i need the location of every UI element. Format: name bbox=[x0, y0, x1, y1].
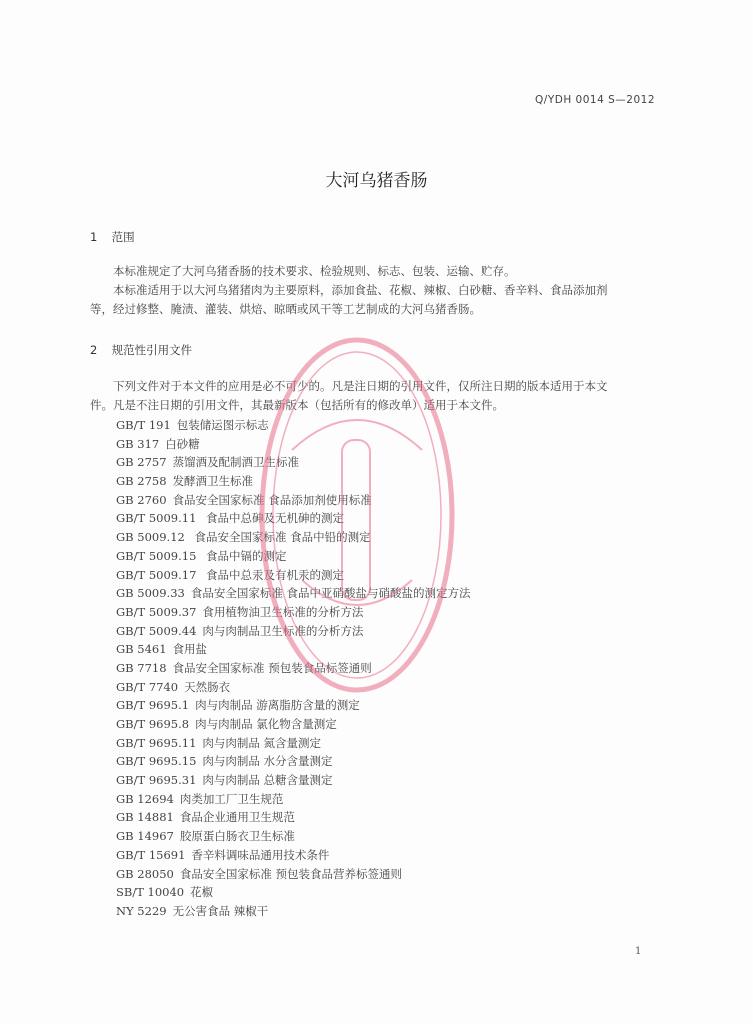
paragraph bbox=[90, 377, 660, 415]
reference-item bbox=[116, 734, 471, 753]
reference-code: GB/T 5009.37 bbox=[116, 604, 197, 619]
section-number: 1 bbox=[90, 230, 98, 244]
reference-code: GB/T 15691 bbox=[116, 847, 186, 862]
section-number: 2 bbox=[90, 343, 98, 357]
reference-item bbox=[116, 528, 471, 547]
reference-code: GB/T 9695.15 bbox=[116, 754, 197, 769]
reference-item bbox=[116, 472, 471, 491]
section-heading-scope bbox=[90, 229, 135, 245]
reference-title: 无公害食品 辣椒干 bbox=[172, 903, 269, 918]
reference-item bbox=[116, 846, 471, 865]
reference-item bbox=[116, 659, 471, 678]
paragraph-line: 本标准规定了大河乌猪香肠的技术要求、检验规则、标志、包装、运输、贮存。 bbox=[113, 264, 516, 278]
reference-item bbox=[116, 865, 471, 884]
reference-title: 食品中总砷及无机砷的测定 bbox=[202, 511, 345, 526]
page-number: 1 bbox=[635, 946, 642, 957]
reference-item bbox=[116, 453, 471, 472]
reference-title: 肉与肉制品 游离脂肪含量的测定 bbox=[195, 698, 360, 713]
reference-code: GB 2760 bbox=[116, 492, 167, 507]
reference-title: 食用植物油卫生标准的分析方法 bbox=[202, 604, 364, 619]
paragraph bbox=[90, 281, 660, 319]
reference-item bbox=[116, 416, 471, 435]
reference-list bbox=[116, 416, 471, 921]
reference-title: 肉类加工厂卫生规范 bbox=[179, 791, 284, 806]
reference-item bbox=[116, 827, 471, 846]
section-title: 范围 bbox=[111, 230, 135, 244]
reference-code: GB/T 191 bbox=[116, 418, 171, 432]
reference-item bbox=[116, 902, 471, 921]
reference-item bbox=[116, 622, 471, 641]
reference-title: 胶原蛋白肠衣卫生标准 bbox=[179, 829, 295, 844]
reference-code: GB 2758 bbox=[116, 474, 167, 489]
reference-title: 食品中总汞及有机汞的测定 bbox=[202, 567, 345, 582]
reference-item bbox=[116, 509, 471, 528]
reference-title: 肉与肉制品卫生标准的分析方法 bbox=[202, 623, 364, 638]
reference-code: GB/T 9695.11 bbox=[116, 735, 197, 750]
reference-code: GB 5009.12 bbox=[116, 530, 185, 545]
reference-item bbox=[116, 771, 471, 790]
reference-code: GB/T 9695.1 bbox=[116, 698, 190, 713]
paragraph-line: 等，经过修整、腌渍、灌装、烘焙、晾晒或风干等工艺制成的大河乌猪香肠。 bbox=[90, 302, 481, 316]
reference-title: 香辛料调味品通用技术条件 bbox=[191, 847, 330, 862]
reference-item bbox=[116, 752, 471, 771]
reference-title: 发酵酒卫生标准 bbox=[172, 474, 254, 489]
reference-title: 食品安全国家标准 预包装食品营养标签通则 bbox=[179, 866, 403, 881]
reference-code: GB 5009.33 bbox=[116, 586, 185, 601]
reference-item bbox=[116, 715, 471, 734]
reference-title: 肉与肉制品 水分含量测定 bbox=[202, 754, 333, 769]
reference-title: 肉与肉制品 氮含量测定 bbox=[202, 735, 322, 750]
reference-title: 天然肠衣 bbox=[184, 679, 231, 694]
reference-code: SB/T 10040 bbox=[116, 885, 185, 900]
reference-title: 食品安全国家标准 食品中铅的测定 bbox=[190, 530, 371, 545]
reference-code: GB 7718 bbox=[116, 660, 167, 675]
reference-item bbox=[116, 491, 471, 510]
reference-item bbox=[116, 603, 471, 622]
reference-title: 肉与肉制品 氯化物含量测定 bbox=[195, 717, 337, 731]
section-title: 规范性引用文件 bbox=[111, 343, 193, 357]
reference-code: GB/T 5009.11 bbox=[116, 511, 197, 526]
reference-code: GB/T 9695.31 bbox=[116, 773, 197, 788]
reference-code: GB 14881 bbox=[116, 810, 174, 825]
reference-item bbox=[116, 566, 471, 585]
document-code: Q/YDH 0014 S—2012 bbox=[535, 94, 655, 106]
reference-title: 蒸馏酒及配制酒卫生标准 bbox=[172, 455, 300, 470]
reference-title: 食品安全国家标准 食品中亚硝酸盐与硝酸盐的测定方法 bbox=[190, 586, 471, 601]
reference-code: GB/T 7740 bbox=[116, 679, 179, 694]
reference-title: 食品安全国家标准 预包装食品标签通则 bbox=[172, 660, 372, 675]
reference-code: NY 5229 bbox=[116, 903, 167, 918]
reference-item bbox=[116, 696, 471, 715]
reference-item bbox=[116, 640, 471, 659]
reference-code: GB 28050 bbox=[116, 866, 174, 881]
reference-code: GB/T 5009.44 bbox=[116, 623, 197, 638]
reference-item bbox=[116, 584, 471, 603]
reference-code: GB/T 5009.17 bbox=[116, 567, 197, 582]
reference-item bbox=[116, 678, 471, 697]
reference-code: GB 5461 bbox=[116, 642, 167, 657]
paragraph bbox=[90, 262, 660, 281]
reference-item bbox=[116, 435, 471, 454]
reference-title: 食品安全国家标准 食品添加剂使用标准 bbox=[172, 492, 372, 507]
reference-code: GB/T 9695.8 bbox=[116, 717, 190, 731]
reference-item bbox=[116, 790, 471, 809]
paragraph-line: 下列文件对于本文件的应用是必不可少的。凡是注日期的引用文件，仅所注日期的版本适用于本文 bbox=[113, 379, 608, 393]
reference-title: 肉与肉制品 总糖含量测定 bbox=[202, 773, 333, 788]
reference-item bbox=[116, 883, 471, 902]
reference-title: 花椒 bbox=[190, 885, 214, 900]
reference-code: GB 14967 bbox=[116, 829, 174, 844]
page-title: 大河乌猪香肠 bbox=[325, 171, 428, 191]
reference-code: GB 317 bbox=[116, 436, 160, 451]
reference-title: 食用盐 bbox=[172, 642, 208, 657]
reference-code: GB 12694 bbox=[116, 791, 174, 806]
reference-item bbox=[116, 547, 471, 566]
reference-code: GB 2757 bbox=[116, 455, 167, 470]
reference-title: 包装储运图示标志 bbox=[176, 418, 269, 432]
reference-title: 白砂糖 bbox=[165, 436, 200, 451]
paragraph-line: 本标准适用于以大河乌猪猪肉为主要原料，添加食盐、花椒、辣椒、白砂糖、香辛料、食品添加剂 bbox=[113, 283, 608, 297]
paragraph-line: 件。凡是不注日期的引用文件，其最新版本（包括所有的修改单）适用于本文件。 bbox=[90, 398, 504, 412]
reference-title: 食品中镉的测定 bbox=[202, 548, 287, 563]
reference-title: 食品企业通用卫生规范 bbox=[179, 810, 295, 825]
reference-code: GB/T 5009.15 bbox=[116, 548, 197, 563]
section-heading-normative-references bbox=[90, 342, 192, 358]
reference-item bbox=[116, 808, 471, 827]
